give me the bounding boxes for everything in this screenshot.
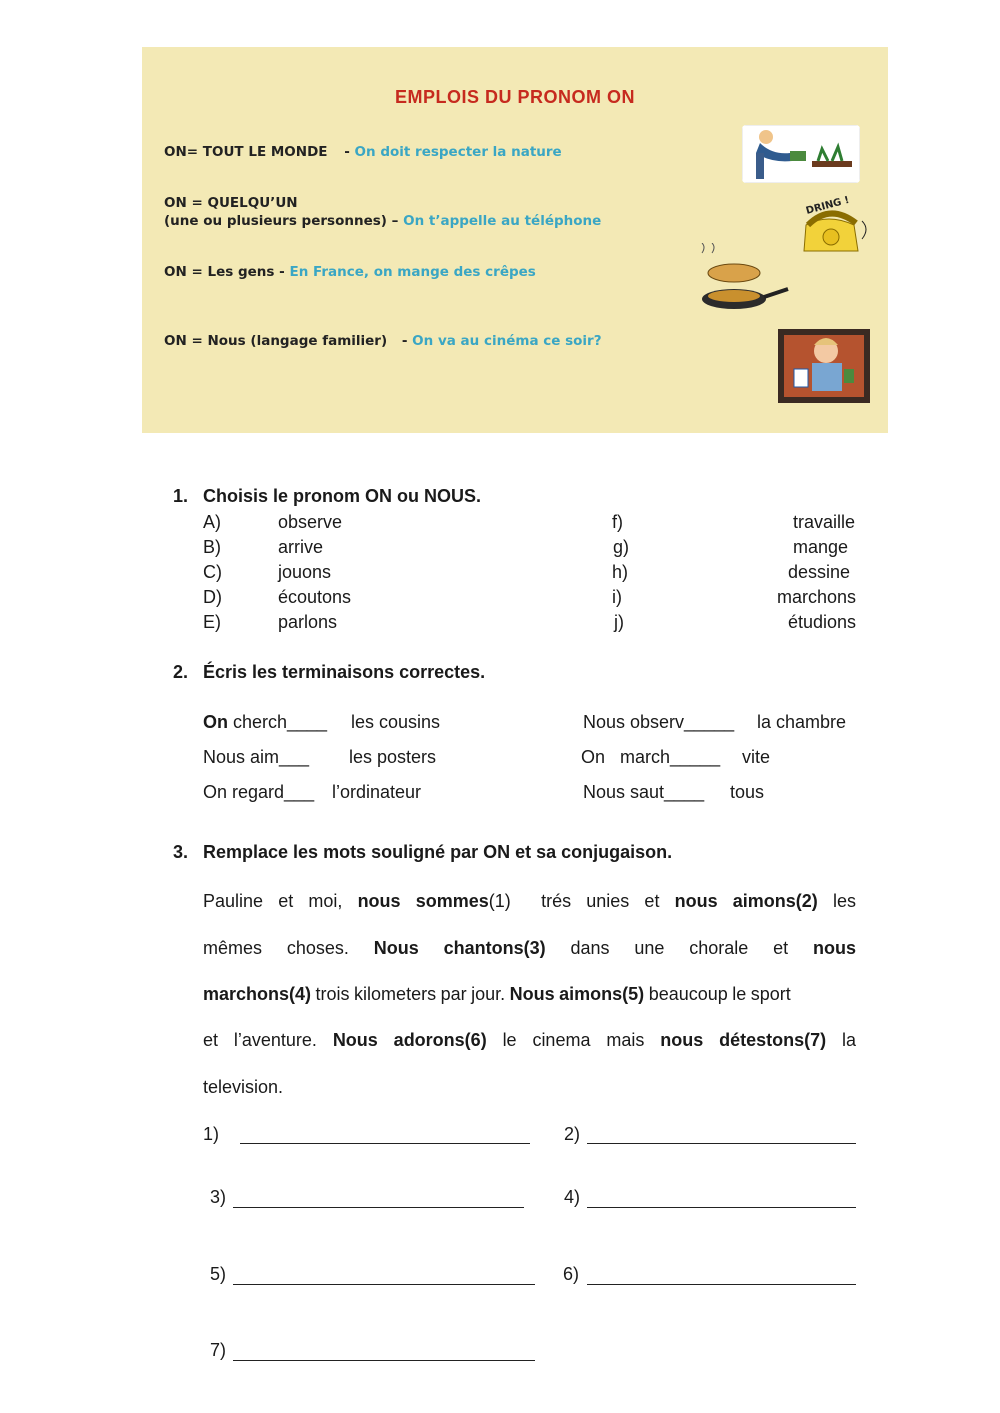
answer-4-label: 4) [564, 1187, 581, 1207]
para-text: beaucoup le sport [648, 984, 791, 1004]
paragraph-line-4 [203, 1030, 856, 1051]
answer-6-line[interactable] [587, 1284, 856, 1285]
answer-2-line[interactable] [587, 1143, 856, 1144]
banner-row-dash: - [401, 333, 408, 349]
ex2-row-3-right: Nous saut____ [583, 782, 705, 802]
ex2-row-1-left-object: les cousins [351, 712, 441, 732]
banner-row-2-label: ON = QUELQU’UN [164, 195, 298, 211]
banner-row-label: ON = Les gens [164, 264, 275, 280]
para-bold-verb: Nous adorons(6) [332, 1030, 487, 1050]
exercise-2-number: 2. [173, 662, 189, 682]
banner-row-dash: - [279, 264, 285, 280]
paragraph-line-2 [203, 938, 856, 959]
ex1-verb-i: marchons [776, 587, 856, 607]
para-text: Pauline et moi, [203, 891, 343, 911]
ex2-pronoun: On [203, 712, 228, 732]
exercise-3-title: Remplace les mots souligné par ON et sa conjugaison. [203, 842, 673, 862]
paragraph-line-1 [203, 891, 856, 912]
ex2-row-2-left-object: les posters [349, 747, 437, 767]
para-bold-verb: nous sommes [357, 891, 489, 911]
para-bold-verb: Nous chantons(3) [373, 938, 546, 958]
banner-row-example: On doit respecter la nature [354, 144, 562, 160]
banner-image [142, 47, 888, 433]
ex1-verb-j: étudions [787, 612, 856, 632]
ex2-verb: cherch____ [228, 712, 328, 732]
para-bold-verb: nous détestons(7) [660, 1030, 827, 1050]
cinema-popcorn-illustration-icon [778, 329, 870, 403]
gardener-illustration-icon [742, 125, 860, 183]
ex2-row-2-right-object: vite [742, 747, 771, 767]
banner-row-example: En France, on mange des crêpes [289, 264, 536, 280]
para-text: television. [203, 1077, 284, 1097]
ex1-verb-b: arrive [278, 537, 324, 557]
banner-row-dash: – [391, 213, 399, 229]
banner-row-label: ON = Nous (langage familier) [164, 333, 388, 349]
ex2-row-1-right: Nous observ_____ [583, 712, 735, 732]
ex1-letter-a: A) [203, 512, 221, 532]
ex2-row-3-left: On regard___ [203, 782, 315, 802]
para-bold-verb: nous [812, 938, 856, 958]
para-text: dans une chorale et [570, 938, 789, 958]
answer-6-label: 6) [563, 1264, 580, 1284]
para-bold-verb: nous aimons(2) [674, 891, 818, 911]
para-text: le cinema mais [502, 1030, 645, 1050]
answer-4-line[interactable] [587, 1207, 856, 1208]
answer-5-label: 5) [210, 1264, 227, 1284]
answer-7-label: 7) [210, 1340, 227, 1360]
ex1-verb-d: écoutons [278, 587, 352, 607]
exercise-1-title: Choisis le pronom ON ou NOUS. [203, 486, 482, 506]
answer-1-line[interactable] [240, 1143, 530, 1144]
ex1-letter-c: C) [203, 562, 222, 582]
banner-row-example: On t’appelle au téléphone [403, 213, 602, 229]
ex1-verb-f: travaille [792, 512, 855, 532]
answer-3-line[interactable] [233, 1207, 524, 1208]
answer-5-line[interactable] [233, 1284, 535, 1285]
para-text: trois kilometers par jour. [315, 984, 506, 1004]
para-text: et l’aventure. [203, 1030, 317, 1050]
telephone-illustration-icon [798, 195, 884, 257]
para-bold-verb: marchons(4) [203, 984, 312, 1004]
ex2-row-3-left-object: l’ordinateur [332, 782, 422, 802]
ex1-letter-d: D) [203, 587, 222, 607]
crepe-pan-illustration-icon [694, 243, 790, 315]
exercise-2-title: Écris les terminaisons correctes. [203, 662, 486, 682]
para-bold-verb: Nous aimons(5) [509, 984, 645, 1004]
banner-row-example: On va au cinéma ce soir? [412, 333, 602, 349]
answer-7-line[interactable] [233, 1360, 535, 1361]
answer-2-label: 2) [564, 1124, 581, 1144]
exercise-1-number: 1. [173, 486, 189, 506]
ex1-letter-f: f) [612, 512, 623, 532]
banner-row-3 [164, 264, 536, 280]
svg-text:DRING !: DRING ! [804, 195, 851, 217]
banner-row-1 [164, 144, 562, 160]
ex1-letter-j: j) [614, 612, 624, 632]
ex2-row-1-left [203, 712, 327, 733]
banner-row-label: (une ou plusieurs personnes) [164, 213, 387, 229]
exercise-3-number: 3. [173, 842, 189, 862]
answer-1-label: 1) [203, 1124, 220, 1144]
ex1-letter-e: E) [203, 612, 221, 632]
ex1-verb-g: mange [792, 537, 848, 557]
ex2-row-3-right-object: tous [730, 782, 765, 802]
paragraph-line-3 [203, 984, 856, 1005]
banner-row-label: ON= TOUT LE MONDE [164, 144, 328, 160]
para-text: les [832, 891, 856, 911]
ex1-letter-h: h) [612, 562, 629, 582]
banner-row-4 [164, 333, 602, 349]
paragraph-line-5 [203, 1077, 856, 1098]
ex2-row-1-right-object: la chambre [757, 712, 847, 732]
ex1-verb-h: dessine [787, 562, 850, 582]
para-text: (1) trés unies et [488, 891, 660, 911]
ex1-letter-b: B) [203, 537, 221, 557]
ex2-row-2-left: Nous aim___ [203, 747, 310, 767]
ex1-verb-c: jouons [278, 562, 332, 582]
ex1-verb-e: parlons [278, 612, 338, 632]
banner-row-2 [164, 213, 601, 229]
banner-title: EMPLOIS DU PRONOM ON [394, 87, 635, 107]
para-text: la [841, 1030, 856, 1050]
ex2-row-2-right: On march_____ [581, 747, 721, 767]
ex1-letter-g: g) [613, 537, 630, 557]
ex1-verb-a: observe [278, 512, 343, 532]
answer-3-label: 3) [210, 1187, 227, 1207]
para-text: mêmes choses. [203, 938, 349, 958]
ex1-letter-i: i) [612, 587, 622, 607]
banner-row-dash: - [344, 144, 350, 160]
